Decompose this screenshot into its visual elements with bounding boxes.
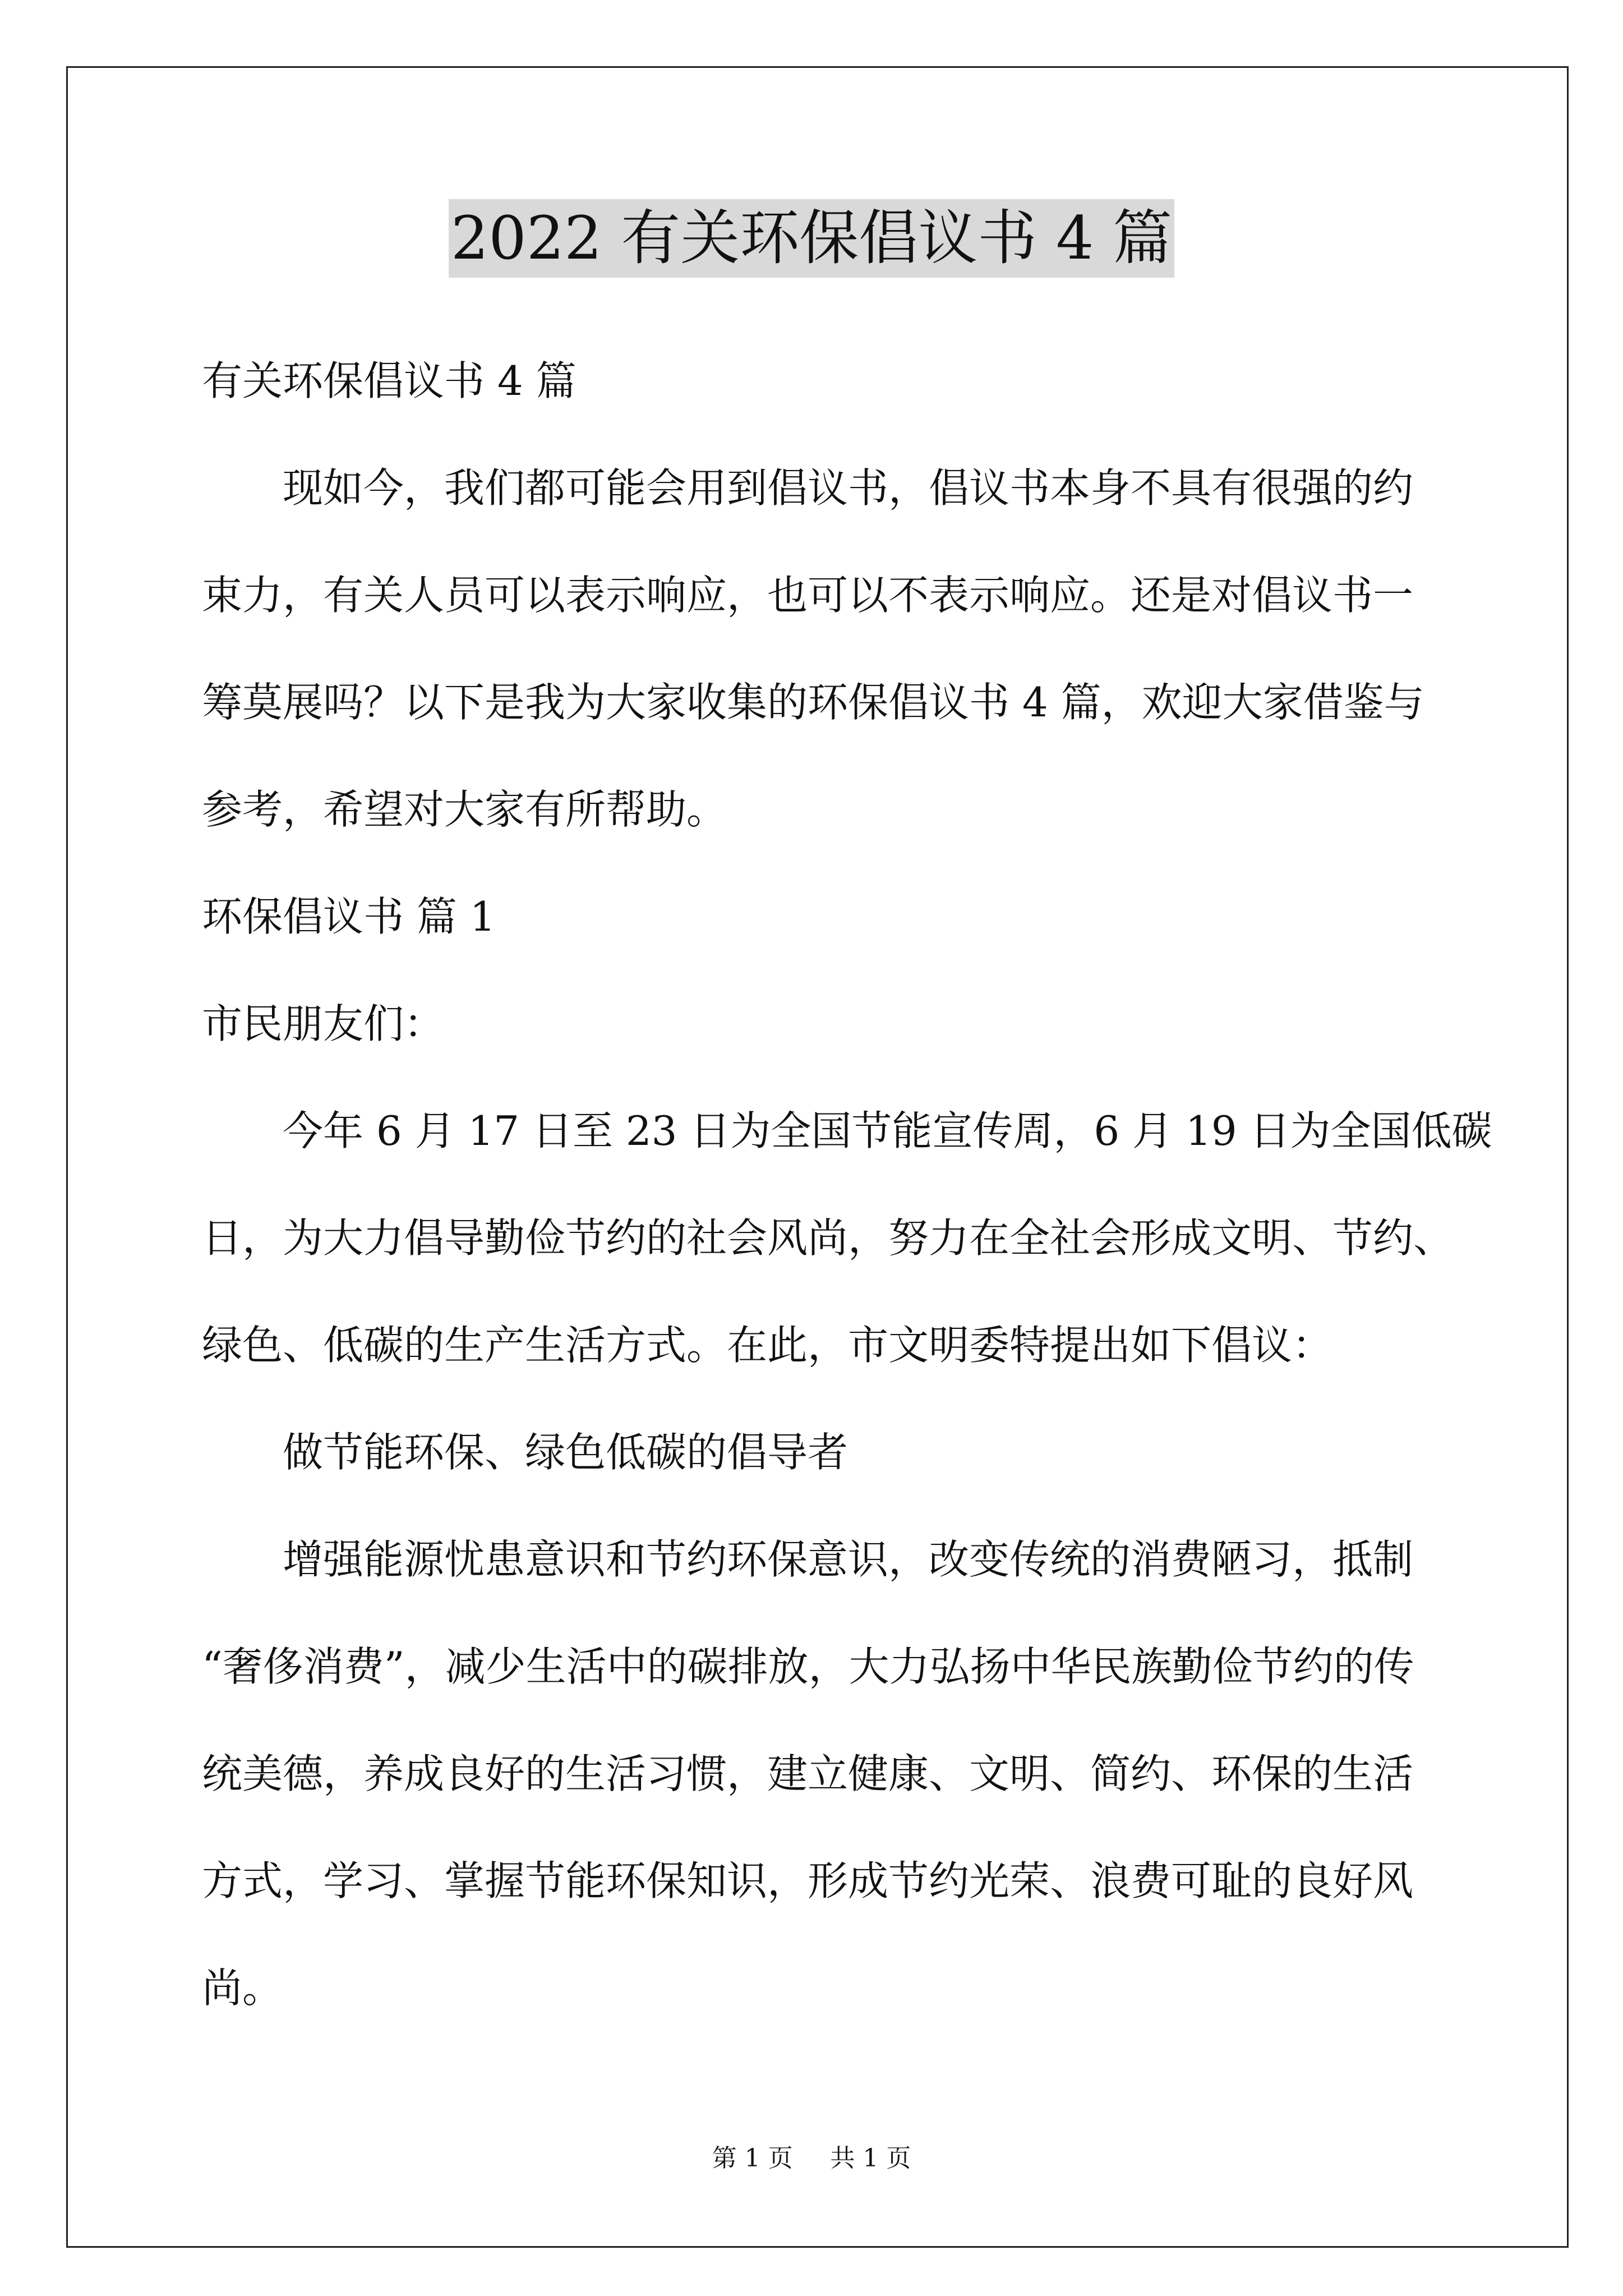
title-row	[0, 199, 1623, 278]
proposal-heading: 做节能环保、绿色低碳的倡导者	[283, 1429, 849, 1476]
salutation: 市民朋友们：	[202, 1000, 445, 1047]
paragraph-line: 统美德，养成良好的生活习惯，建立健康、文明、简约、环保的生活	[202, 1750, 1414, 1797]
current-page-label: 第 1 页	[712, 2144, 793, 2173]
paragraph-line: 尚。	[202, 1964, 283, 2012]
paragraph-line: “奢侈消费”，减少生活中的碳排放，大力弘扬中华民族勤俭节约的传	[202, 1643, 1414, 1690]
total-pages-label: 共 1 页	[830, 2144, 911, 2173]
paragraph-line: 参考，希望对大家有所帮助。	[202, 786, 727, 833]
page-footer	[0, 2143, 1623, 2174]
paragraph-line: 束力，有关人员可以表示响应，也可以不表示响应。还是对倡议书一	[202, 572, 1414, 619]
paragraph-line: 方式，学习、掌握节能环保知识，形成节约光荣、浪费可耻的良好风	[202, 1857, 1414, 1904]
document-title: 2022 有关环保倡议书 4 篇	[449, 199, 1174, 278]
document-heading: 有关环保倡议书 4 篇	[202, 357, 577, 404]
paragraph-line: 现如今，我们都可能会用到倡议书，倡议书本身不具有很强的约	[283, 464, 1414, 512]
section-title: 环保倡议书 篇 1	[202, 893, 496, 940]
paragraph-line: 绿色、低碳的生产生活方式。在此，市文明委特提出如下倡议：	[202, 1322, 1333, 1369]
paragraph-line: 今年 6 月 17 日至 23 日为全国节能宣传周，6 月 19 日为全国低碳	[283, 1107, 1492, 1154]
paragraph-line: 日，为大力倡导勤俭节约的社会风尚，努力在全社会形成文明、节约、	[202, 1214, 1454, 1262]
paragraph-line: 筹莫展吗？以下是我为大家收集的环保倡议书 4 篇，欢迎大家借鉴与	[202, 679, 1424, 726]
paragraph-line: 增强能源忧患意识和节约环保意识，改变传统的消费陋习，抵制	[283, 1536, 1414, 1583]
document-body	[202, 328, 1537, 2042]
